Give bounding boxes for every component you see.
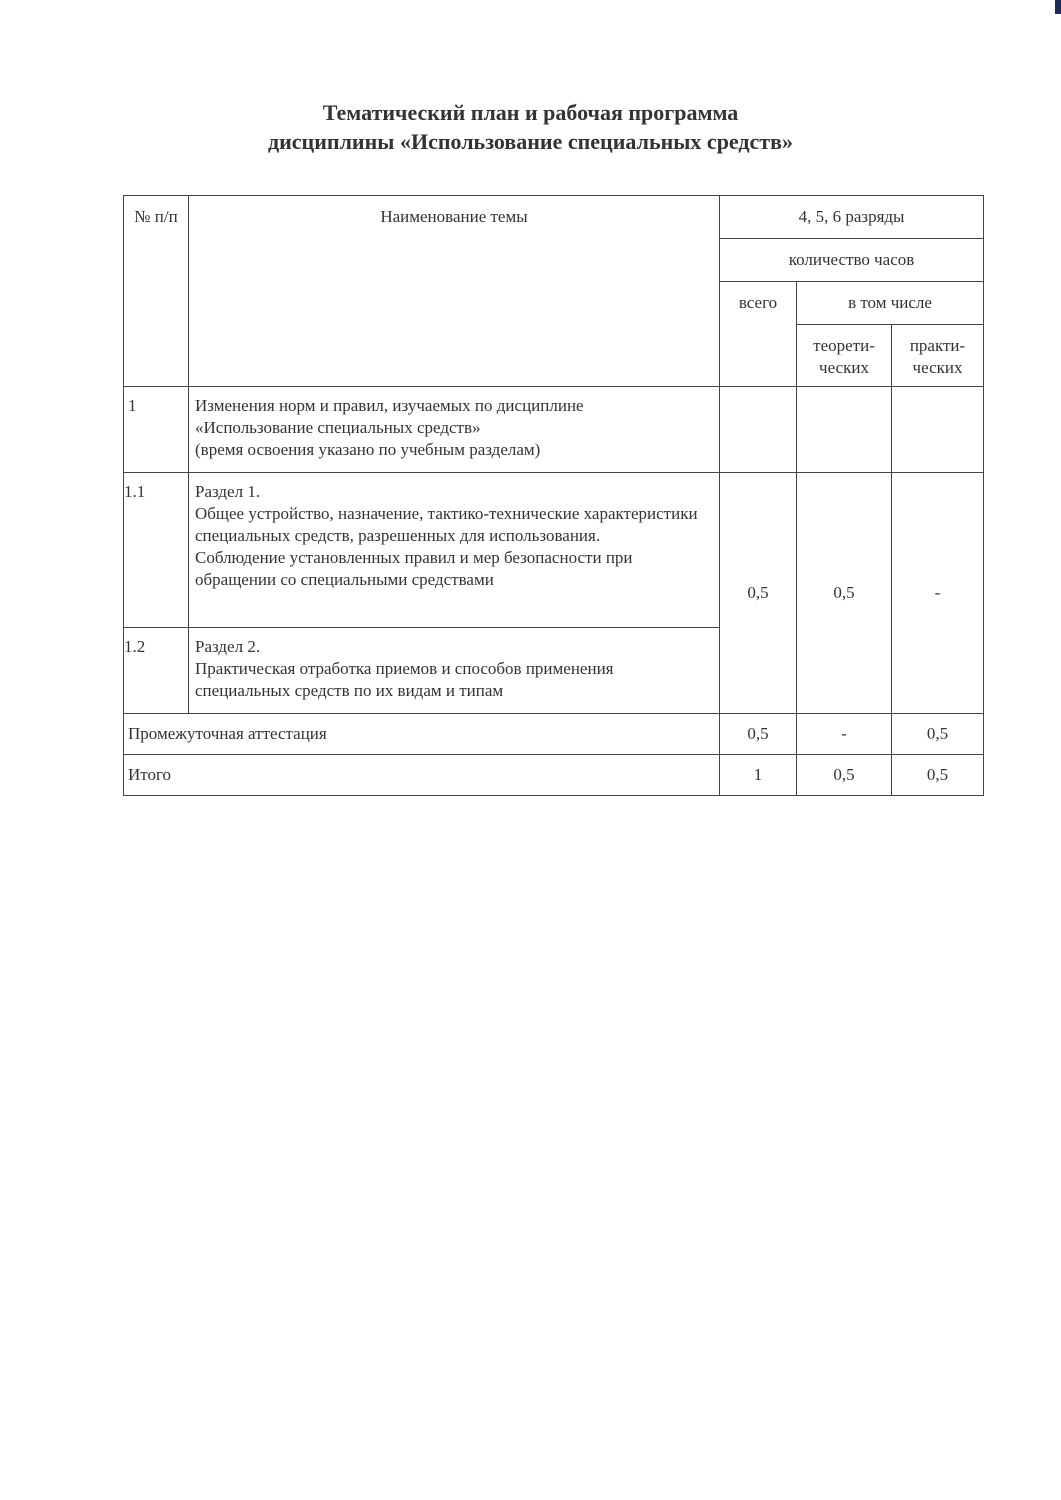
interim-theory: - (797, 714, 892, 755)
header-hours: количество часов (720, 239, 984, 282)
sections-total: 0,5 (720, 473, 797, 714)
summary-total: 1 (720, 755, 797, 796)
row-1-line-2: «Использование специальных средств» (195, 418, 481, 437)
summary-practice: 0,5 (892, 755, 984, 796)
interim-practice: 0,5 (892, 714, 984, 755)
row-1-1-line-2: Общее устройство, назначение, тактико-технические характеристики специальных средств, разрешенных для использования. (195, 504, 698, 545)
header-practice-line-1: практи- (909, 336, 966, 355)
sections-practice: - (892, 473, 984, 714)
row-1-total (720, 387, 797, 473)
table-row (124, 473, 984, 628)
sections-theory: 0,5 (797, 473, 892, 714)
header-total: всего (720, 282, 797, 387)
row-1-practice (892, 387, 984, 473)
table-row (124, 387, 984, 473)
header-topic-name: Наименование темы (189, 196, 720, 387)
row-1-2-topic (189, 628, 720, 714)
header-practice (892, 325, 984, 387)
header-practice-line-2: ческих (912, 358, 963, 377)
scan-edge-mark (1055, 0, 1061, 14)
row-1-1-line-3: Соблюдение установленных правил и мер безопасности при обращении со специальными средствами (195, 548, 633, 589)
row-1-2-num: 1.2 (124, 628, 189, 714)
table-row (124, 714, 984, 755)
header-category: 4, 5, 6 разряды (720, 196, 984, 239)
row-1-1-line-1: Раздел 1. (195, 482, 261, 501)
header-theory-line-1: теорети- (813, 336, 875, 355)
document-title (0, 98, 1061, 156)
row-1-num: 1 (124, 387, 189, 473)
interim-total: 0,5 (720, 714, 797, 755)
row-1-topic (189, 387, 720, 473)
row-1-line-3: (время освоения указано по учебным разделам) (195, 440, 541, 459)
header-num: № п/п (124, 196, 189, 387)
header-theory-line-2: ческих (819, 358, 869, 377)
summary-label: Итого (124, 755, 720, 796)
row-1-1-num: 1.1 (124, 473, 189, 628)
title-line-2: дисциплины «Использование специальных средств» (267, 129, 793, 154)
thematic-plan-table (123, 195, 984, 796)
summary-theory: 0,5 (797, 755, 892, 796)
row-1-line-1: Изменения норм и правил, изучаемых по дисциплине (195, 396, 584, 415)
title-line-1: Тематический план и рабочая программа (322, 100, 739, 125)
interim-label: Промежуточная аттестация (124, 714, 720, 755)
header-including: в том числе (797, 282, 984, 325)
row-1-2-line-1: Раздел 2. (195, 637, 261, 656)
row-1-theory (797, 387, 892, 473)
row-1-1-topic (189, 473, 720, 628)
row-1-2-line-2: Практическая отработка приемов и способов применения специальных средств по их видам и типам (195, 659, 614, 700)
header-theory (797, 325, 892, 387)
table-row (124, 755, 984, 796)
